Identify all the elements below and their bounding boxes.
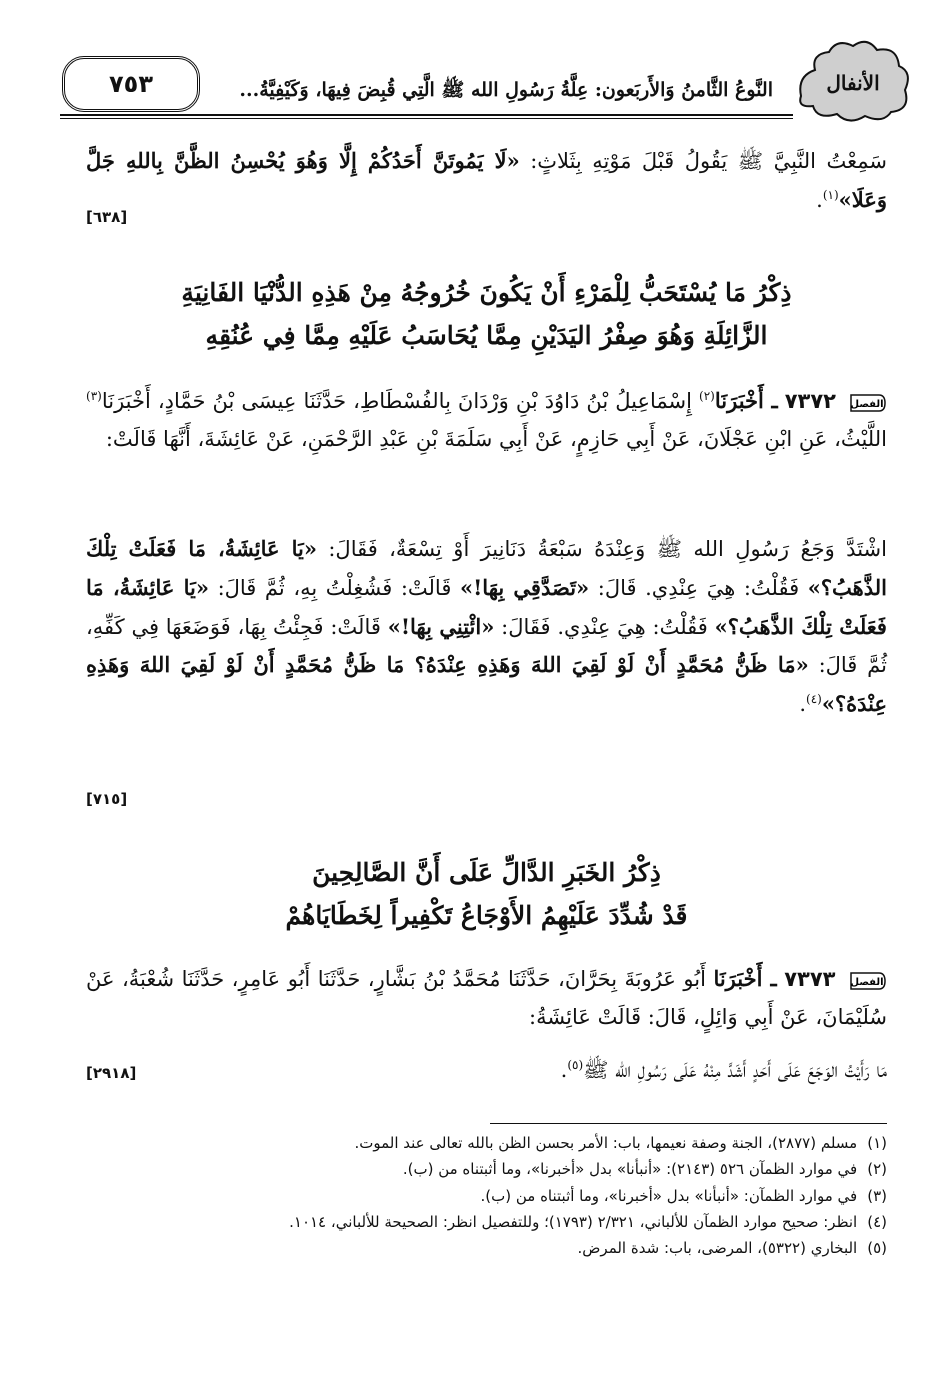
hadith-number: ٧٣٧٢ bbox=[784, 389, 836, 413]
hadith-number: ٧٣٧٣ bbox=[784, 967, 836, 991]
footnote-ref: (٢) bbox=[699, 389, 715, 403]
hadith-badge-icon bbox=[849, 969, 887, 993]
matn-text: اشْتَدَّ وَجَعُ رَسُولِ الله ﷺ وَعِنْدَهُ سَبْعَةُ دَنَانِيرَ أَوْ تِسْعَةٌ، فَقَالَ: bbox=[328, 537, 887, 561]
footnote-ref: (٥) bbox=[567, 1058, 584, 1072]
hadith-badge-icon bbox=[849, 391, 887, 415]
heading-line: قَدْ شُدِّدَ عَلَيْهِمُ الأَوْجَاعُ تَكْفِيراً لِخَطَايَاهُمْ bbox=[285, 900, 688, 930]
matn-text: قَالَتْ: فَشُغِلْتُ بِهِ، ثُمَّ قَالَ: bbox=[217, 575, 452, 600]
header-rule bbox=[60, 114, 793, 116]
footnote-ref: (١) bbox=[822, 187, 839, 202]
hadith-opening: ـ أَخْبَرَنَا bbox=[714, 388, 778, 413]
hadith-7373-chain bbox=[86, 960, 887, 1037]
page-number: ٧٥٣ bbox=[62, 56, 200, 112]
footnote-item: (٣) في موارد الظمآن: «أنبأنا» بدل «أخبرنا»، وما أثبتناه من (ب). bbox=[480, 1186, 887, 1205]
footnote-item: (٥) البخاري (٥٣٢٢)، المرضى، باب: شدة المرض. bbox=[577, 1239, 887, 1257]
heading-line: الزَّائِلَةِ وَهُوَ صِفْرُ اليَدَيْنِ مِمَّا يُحَاسَبُ عَلَيْهِ مِمَّا فِي عُنُقِهِ bbox=[205, 320, 768, 350]
matn-quote: «يَا عَائِشَةُ، مَا فَعَلَتْ تِلْكَ الذَّهَبُ؟» bbox=[86, 574, 887, 639]
footnote-item: (٢) في موارد الظمآن ٥٢٦ (٢١٤٣): «أنبأنا» بدل «أخبرنا»، وما أثبتناه من (ب). bbox=[402, 1160, 887, 1179]
matn-text: فَقُلْتُ: هِيَ عِنْدِي. فَقَالَ: bbox=[501, 614, 708, 639]
intro-text: سَمِعْتُ النَّبِيَّ ﷺ يَقُولُ قَبْلَ مَوْتِهِ بِثَلاثٍ: bbox=[530, 149, 887, 173]
heading-line: ذِكْرُ الخَبَرِ الدَّالِّ عَلَى أَنَّ الصَّالِحِينَ bbox=[312, 858, 661, 887]
footnote-ref: (٤) bbox=[806, 692, 822, 707]
isnad-text: أَبُو عَرُوبَةَ بِحَرَّانَ، حَدَّثَنَا مُحَمَّدُ بْنُ بَشَّارٍ، حَدَّثَنَا أَبُو عَامِرٍ، حَدَّثَنَا شُعْبَةُ، عَنْ سُلَيْمَانَ، عَنْ أَبِي وَائِلٍ، قَالَ: قَالَتْ عَائِشَةُ: bbox=[86, 967, 887, 1029]
footnote-item: (٤) انظر: صحيح موارد الظمآن للألباني، ٢/٣٢١ (١٧٩٣)؛ وللتفصيل انظر: الصحيحة للألباني، ١٠١٤. bbox=[289, 1212, 887, 1231]
heading-line: ذِكْرُ مَا يُسْتَحَبُّ لِلْمَرْءِ أَنْ يَكُونَ خُرُوجُهُ مِنْ هَذِهِ الدُّنْيَا الفَانِيَةِ bbox=[181, 278, 792, 307]
section-heading-1 bbox=[86, 272, 887, 357]
matn-text: قَالَتْ: فَجِئْتُ بِهَا، فَوَضَعَهَا فِي كَفِّهِ، ثُمَّ قَالَ: bbox=[86, 614, 887, 678]
hadith-opening: ـ أَخْبَرَنَا bbox=[713, 966, 777, 991]
hadith-continuation: سَمِعْتُ النَّبِيَّ ﷺ يَقُولُ قَبْلَ مَوْتِهِ بِثَلاثٍ: «لَا يَمُوتَنَّ أَحَدُكُمْ إِلَّا وَهُوَ يُحْسِنُ الظَّنَّ بِاللهِ جَلَّ وَعَلَا»$^{(١)}$. bbox=[86, 148, 887, 212]
emblem-label: الأنفال bbox=[826, 71, 880, 95]
footnote-item: (١) مسلم (٢٨٧٧)، الجنة وصفة نعيمها، باب: الأمر بحسن الظن بالله تعالى عند الموت. bbox=[354, 1134, 887, 1152]
matn-text: مَا رَأَيْتُ الوَجَعَ عَلَى أَحَدٍ أَشَدَّ مِنْهُ عَلَى رَسُولِ الله ﷺ bbox=[583, 1058, 887, 1082]
matn-quote: «تَصَدَّقِي بِهَا!» bbox=[459, 574, 590, 600]
chapter-emblem-icon bbox=[793, 36, 913, 122]
prophetic-quote: «لَا يَمُوتَنَّ أَحَدُكُمْ إِلَّا وَهُوَ يُحْسِنُ الظَّنَّ بِاللهِ جَلَّ وَعَلَا» bbox=[86, 148, 887, 212]
section-heading-2 bbox=[86, 852, 887, 937]
hadith-reference: [٦٣٨] bbox=[86, 208, 128, 226]
svg-text:الفصل: الفصل bbox=[850, 976, 884, 988]
header-rule-thin bbox=[60, 118, 793, 119]
isnad-text: إِسْمَاعِيلُ بْنُ دَاوُدَ بْنِ وَرْدَانَ بِالفُسْطَاطِ، حَدَّثَنَا عِيسَى بْنُ حَمَّادٍ، أَخْبَرَنَا$^{(٣)}$ اللَّيْثُ، عَنِ ابْنِ عَجْلَانَ، عَنْ أَبِي حَازِمٍ، عَنْ أَبِي سَلَمَةَ بْنِ عَبْدِ الرَّحْمَنِ، عَنْ عَائِشَةَ، أَنَّهَا قَالَتْ: bbox=[86, 389, 887, 451]
hadith-7372-matn: اشْتَدَّ وَجَعُ رَسُولِ الله ﷺ وَعِنْدَهُ سَبْعَةُ دَنَانِيرَ أَوْ تِسْعَةٌ، فَقَالَ: «يَا عَائِشَةُ، مَا فَعَلَتْ تِلْكَ الذَّهَبُ؟» فَقُلْتُ: هِيَ عِنْدِي. قَالَ: «تَصَدَّقِي بِهَا!» قَالَتْ: فَشُغِلْتُ بِهِ، ثُمَّ قَالَ: «يَا عَائِشَةُ، مَا فَعَلَتْ تِلْكَ الذَّهَبُ؟» فَقُلْتُ: هِيَ عِنْدِي. فَقَالَ: «ائْتِنِي بِهَا!» قَالَتْ: فَجِئْتُ بِهَا، فَوَضَعَهَا فِي كَفِّهِ، ثُمَّ قَالَ: «مَا ظَنُّ مُحَمَّدٍ أَنْ لَوْ لَقِيَ اللهَ وَهَذِهِ عِنْدَهُ؟ مَا ظَنُّ مُحَمَّدٍ أَنْ لَوْ لَقِيَ اللهَ وَهَذِهِ عِنْدَهُ؟»$^{(٤)}$. bbox=[86, 536, 887, 717]
footnote-ref: (٣) bbox=[86, 389, 102, 403]
matn-quote: «مَا ظَنُّ مُحَمَّدٍ أَنْ لَوْ لَقِيَ اللهَ وَهَذِهِ عِنْدَهُ؟ مَا ظَنُّ مُحَمَّدٍ أَنْ لَوْ لَقِيَ اللهَ وَهَذِهِ عِنْدَهُ؟» bbox=[86, 652, 887, 717]
matn-text: فَقُلْتُ: هِيَ عِنْدِي. قَالَ: bbox=[597, 575, 800, 600]
matn-quote: «ائْتِنِي بِهَا!» bbox=[387, 613, 495, 639]
footnote-rule bbox=[490, 1123, 887, 1124]
running-title: النَّوعُ الثَّامنُ وَالأَربَعون: عِلَّةُ رَسُولِ الله ﷺ الَّتِي قُبِضَ فِيهَا، وَكَيْفِيَّةُ... bbox=[239, 79, 773, 101]
footnotes bbox=[86, 1130, 887, 1261]
hadith-7373-matn: مَا رَأَيْتُ الوَجَعَ عَلَى أَحَدٍ أَشَدَّ مِنْهُ عَلَى رَسُولِ الله ﷺ$^{(٥)}$. bbox=[560, 1058, 887, 1082]
hadith-reference: [٧١٥] bbox=[86, 790, 128, 808]
hadith-reference: [٢٩١٨] bbox=[86, 1064, 137, 1082]
hadith-7372-chain bbox=[86, 382, 887, 459]
matn-quote: «يَا عَائِشَةُ، مَا فَعَلَتْ تِلْكَ الذَّهَبُ؟» bbox=[86, 536, 887, 600]
svg-text:الفصل: الفصل bbox=[850, 398, 884, 410]
